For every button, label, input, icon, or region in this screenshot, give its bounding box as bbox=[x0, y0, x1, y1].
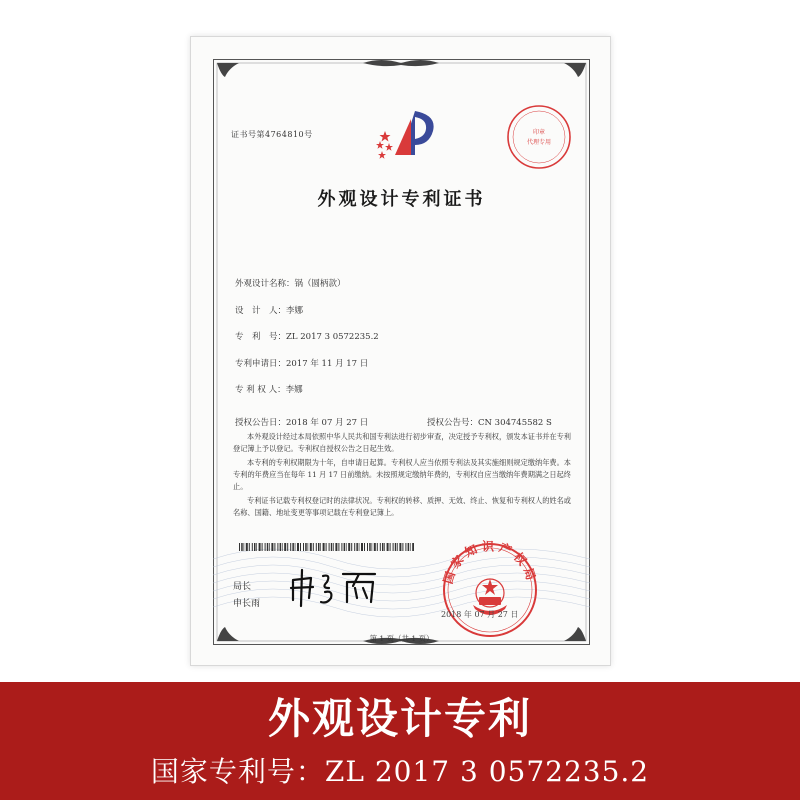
barcode-bar bbox=[364, 543, 365, 551]
barcode-bar bbox=[310, 543, 312, 551]
barcode-bar bbox=[393, 543, 394, 551]
barcode-bar bbox=[300, 543, 301, 551]
barcode-bar bbox=[341, 543, 342, 551]
barcode-bar bbox=[359, 543, 360, 551]
design-name-value: 锅（圆柄款） bbox=[294, 279, 346, 289]
barcode-bar bbox=[397, 543, 398, 551]
barcode-bar bbox=[338, 543, 339, 551]
barcode-bar bbox=[313, 543, 314, 551]
barcode-bar bbox=[284, 543, 286, 551]
barcode-bar bbox=[256, 543, 257, 551]
seal-top-text: 印章 bbox=[532, 129, 546, 136]
barcode-bar bbox=[410, 543, 411, 551]
barcode-bar bbox=[287, 543, 288, 551]
barcode-bar bbox=[239, 543, 240, 551]
barcode-bar bbox=[351, 543, 352, 551]
barcode-bar bbox=[308, 543, 309, 551]
grant-date-value: 2018 年 07 月 27 日 bbox=[286, 418, 369, 428]
barcode-bar bbox=[244, 543, 245, 551]
barcode-bar bbox=[333, 543, 334, 551]
barcode-bar bbox=[318, 543, 320, 551]
page-number: 第 1 页（共 1 页） bbox=[369, 634, 434, 643]
certificate-title: 外观设计专利证书 bbox=[317, 189, 486, 210]
barcode-bar bbox=[323, 543, 325, 551]
barcode-bar bbox=[241, 543, 243, 551]
field-patent-no: 专 利 号：ZL 2017 3 0572235.2 bbox=[235, 332, 379, 342]
barcode bbox=[239, 543, 414, 551]
barcode-bar bbox=[346, 543, 347, 551]
field-application-date: 专利申请日：2017 年 11 月 17 日 bbox=[235, 359, 369, 369]
barcode-bar bbox=[412, 543, 414, 551]
barcode-bar bbox=[282, 543, 283, 551]
barcode-bar bbox=[280, 543, 282, 551]
barcode-bar bbox=[361, 543, 363, 551]
barcode-bar bbox=[252, 543, 253, 551]
barcode-bar bbox=[316, 543, 317, 551]
grant-no-value: CN 304745582 S bbox=[478, 418, 552, 428]
paragraph-2: 本专利的专利权期限为十年，自申请日起算。专利权人应当依照专利法及其实施细则规定缴纳年费。本专利的年费应当在每年 11 月 17 日前缴纳。未按照规定缴纳年费的，专利权自应当缴纳年费期满之日起终止。 bbox=[233, 458, 571, 491]
barcode-bar bbox=[390, 543, 391, 551]
certificate-number: 证书号第4764810号 bbox=[231, 130, 313, 139]
barcode-bar bbox=[382, 543, 384, 551]
field-grant-date: 授权公告日：2018 年 07 月 27 日 bbox=[235, 418, 369, 428]
barcode-bar bbox=[380, 543, 381, 551]
paragraph-3: 专利证书记载专利权登记时的法律状况。专利权的转移、质押、无效、终止、恢复和专利权人的姓名或名称、国籍、地址变更等事项记载在专利登记簿上。 bbox=[233, 496, 571, 517]
field-patentee: 专 利 权 人：李娜 bbox=[235, 385, 303, 395]
banner-subtitle: 国家专利号：ZL 2017 3 0572235.2 bbox=[150, 755, 650, 788]
certificate-paper bbox=[190, 36, 611, 666]
barcode-bar bbox=[290, 543, 291, 551]
barcode-bar bbox=[369, 543, 371, 551]
field-grant-no: 授权公告号：CN 304745582 S bbox=[427, 418, 552, 428]
barcode-bar bbox=[246, 543, 248, 551]
barcode-bar bbox=[408, 543, 410, 551]
banner-title: 外观设计专利 bbox=[267, 694, 532, 743]
barcode-bar bbox=[265, 543, 266, 551]
barcode-bar bbox=[274, 543, 275, 551]
barcode-bar bbox=[320, 543, 321, 551]
paragraph-1: 本外观设计经过本局依照中华人民共和国专利法进行初步审查，决定授予专利权，颁发本证书并在专利登记簿上予以登记。专利权自授权公告之日起生效。 bbox=[233, 432, 571, 453]
patentee-value: 李娜 bbox=[285, 385, 303, 395]
barcode-bar bbox=[329, 543, 330, 551]
barcode-bar bbox=[331, 543, 333, 551]
barcode-bar bbox=[405, 543, 406, 551]
barcode-bar bbox=[374, 543, 376, 551]
barcode-bar bbox=[305, 543, 307, 551]
director-signature bbox=[287, 566, 383, 608]
svg-text:代理专用: 代理专用 bbox=[526, 139, 552, 146]
barcode-bar bbox=[297, 543, 299, 551]
barcode-bar bbox=[335, 543, 337, 551]
barcode-bar bbox=[259, 543, 261, 551]
barcode-bar bbox=[262, 543, 263, 551]
barcode-bar bbox=[372, 543, 373, 551]
patent-office-emblem bbox=[371, 105, 441, 161]
barcode-bar bbox=[344, 543, 346, 551]
barcode-bar bbox=[303, 543, 304, 551]
barcode-bar bbox=[254, 543, 256, 551]
barcode-bar bbox=[269, 543, 270, 551]
seal-bottom-text: 国家知识产权局 bbox=[440, 539, 540, 586]
barcode-bar bbox=[277, 543, 278, 551]
certificate-frame bbox=[213, 59, 590, 645]
barcode-bar bbox=[395, 543, 397, 551]
application-date-value: 2017 年 11 月 17 日 bbox=[286, 359, 369, 369]
barcode-bar bbox=[354, 543, 355, 551]
field-design-name: 外观设计名称：锅（圆柄款） bbox=[235, 279, 346, 289]
field-designer: 设 计 人：李娜 bbox=[235, 306, 304, 316]
barcode-bar bbox=[402, 543, 403, 551]
red-seal-bottom bbox=[435, 535, 545, 645]
barcode-bar bbox=[367, 543, 368, 551]
barcode-bar bbox=[384, 543, 385, 551]
barcode-bar bbox=[271, 543, 273, 551]
barcode-bar bbox=[356, 543, 358, 551]
barcode-bar bbox=[387, 543, 389, 551]
barcode-bar bbox=[267, 543, 269, 551]
director-title: 局长 bbox=[233, 582, 252, 592]
barcode-bar bbox=[295, 543, 296, 551]
barcode-bar bbox=[348, 543, 350, 551]
patent-no-value: ZL 2017 3 0572235.2 bbox=[286, 332, 379, 342]
seal-date: 2018 年 07 月 27 日 bbox=[441, 610, 519, 619]
director-name: 申长雨 bbox=[233, 599, 261, 609]
designer-value: 李娜 bbox=[286, 306, 304, 316]
red-seal-top bbox=[505, 103, 573, 171]
barcode-bar bbox=[377, 543, 378, 551]
barcode-bar bbox=[249, 543, 250, 551]
barcode-bar bbox=[399, 543, 401, 551]
barcode-bar bbox=[326, 543, 327, 551]
barcode-bar bbox=[292, 543, 294, 551]
